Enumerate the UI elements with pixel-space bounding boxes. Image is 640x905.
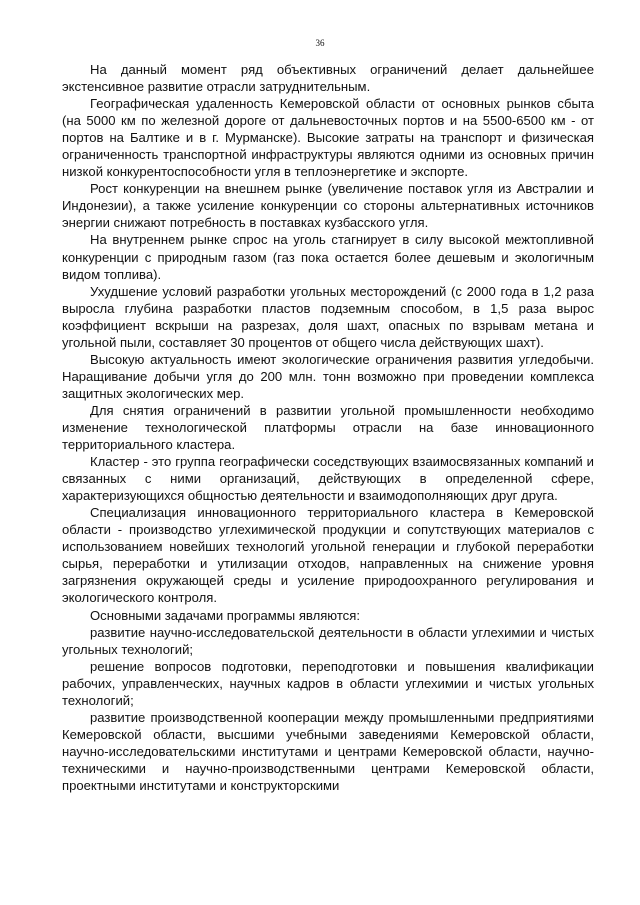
paragraph-domestic-market: На внутреннем рынке спрос на уголь стагнирует в силу высокой межтопливной конкуренции с природным газом (газ пока остается более дешевым и экологичным видом топлива). [62, 232, 594, 282]
paragraph-program-tasks-heading: Основными задачами программы являются: [90, 607, 360, 623]
page-number: 36 [315, 38, 325, 48]
paragraph-task-research: развитие научно-исследовательской деятельности в области углехимии и чистых угольных технологий; [62, 624, 594, 657]
paragraph-task-cooperation: развитие производственной кооперации между промышленными предприятиями Кемеровской области, высшими учебными заведениями Кемеровской области, научно-исследовательскими институтами и центрами Кемеровской области, научно-техническими и научно-производственными центрами Кемеровской области, проектными институтами и конструкторскими [62, 709, 594, 793]
paragraph-cluster-definition: Кластер - это группа географически соседствующих взаимосвязанных компаний и связанных с ними организаций, действующих в определенной сфере, характеризующихся общностью деятельности и взаимодополняющих друг друга. [62, 454, 594, 504]
paragraph-task-training: решение вопросов подготовки, переподготовки и повышения квалификации рабочих, управленческих, научных кадров в области углехимии и чистых угольных технологий; [62, 658, 594, 708]
paragraph-mining-conditions: Ухудшение условий разработки угольных месторождений (с 2000 года в 1,2 раза выросла глубина разработки пластов подземным способом, в 1,5 раза вырос коэффициент вскрыши на разрезах, доля шахт, опасных по взрывам метана и угольной пыли, составляет 30 процентов от общего числа действующих шахт). [62, 283, 594, 350]
paragraph-geographic-remoteness: Географическая удаленность Кемеровской области от основных рынков сбыта (на 5000 км по железной дороге от дальневосточных портов и на 5500-6500 км - от портов на Балтике и в г. Мурманске). Высокие затраты на транспорт и физическая ограниченность транспортной инфраструктуры являются одними из основных причин низкой конкурентоспособности угля в теплоэнергетике и экспорте. [62, 96, 594, 180]
document-body [62, 61, 594, 794]
paragraph-cluster-specialization: Специализация инновационного территориального кластера в Кемеровской области - производство углехимической продукции и сопутствующих материалов с использованием новейших технологий угольной генерации и глубокой переработки сырья, переработки и утилизации отходов, направленных на снижение уровня загрязнения окружающей среды и усиление природоохранного регулирования и экологического контроля. [62, 505, 594, 606]
paragraph-ecological-limits: Высокую актуальность имеют экологические ограничения развития угледобычи. Наращивание добычи угля до 200 млн. тонн возможно при проведении комплекса защитных экологических мер. [62, 351, 594, 401]
paragraph-technology-platform: Для снятия ограничений в развитии угольной промышленности необходимо изменение технологической платформы отрасли на базе инновационного территориального кластера. [62, 402, 594, 453]
paragraph-extensive-development: На данный момент ряд объективных ограничений делает дальнейшее экстенсивное развитие отрасли затруднительным. [62, 62, 594, 95]
paragraph-external-competition: Рост конкуренции на внешнем рынке (увеличение поставок угля из Австралии и Индонезии), а также усиление конкуренции со стороны альтернативных источников энергии снижают потребность в поставках кузбасского угля. [62, 181, 594, 231]
